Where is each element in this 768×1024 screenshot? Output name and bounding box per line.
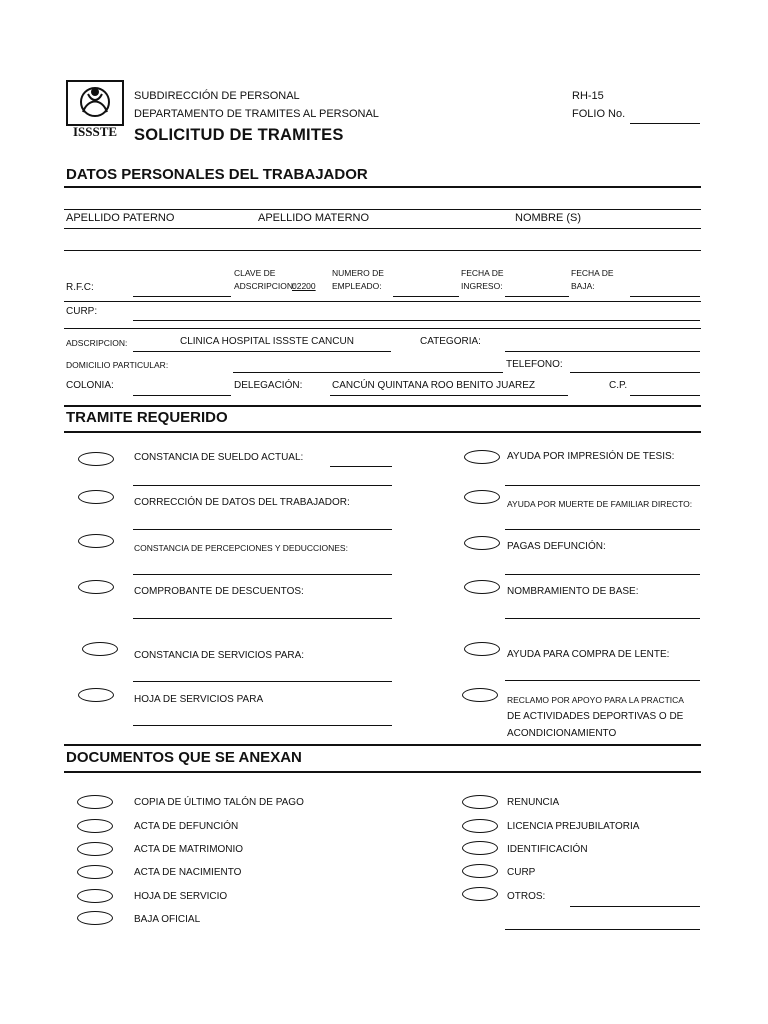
- fecha-baja-label-2: BAJA:: [571, 281, 595, 291]
- otros-field-2[interactable]: [505, 929, 700, 930]
- form-title: SOLICITUD DE TRAMITES: [134, 126, 344, 144]
- otros-field[interactable]: [570, 906, 700, 907]
- tramite-left-field[interactable]: [133, 618, 392, 619]
- datos-section-title: DATOS PERSONALES DEL TRABAJADOR: [66, 166, 368, 183]
- tramite-left-item: CONSTANCIA DE SERVICIOS PARA:: [134, 650, 305, 661]
- documento-right-item: IDENTIFICACIÓN: [507, 844, 588, 855]
- tramite-left-field[interactable]: [133, 725, 392, 726]
- tramite-left-field[interactable]: [133, 529, 392, 530]
- curp-field[interactable]: [133, 320, 700, 321]
- checkbox-oval[interactable]: [462, 819, 498, 833]
- tramite-left-field[interactable]: [133, 681, 392, 682]
- delegacion-value: CANCÚN QUINTANA ROO BENITO JUAREZ: [332, 380, 535, 391]
- documento-left-item: COPIA DE ÚLTIMO TALÓN DE PAGO: [134, 797, 304, 808]
- clave-label-1: CLAVE DE: [234, 268, 276, 278]
- categoria-field[interactable]: [505, 351, 700, 352]
- rfc-field[interactable]: [133, 296, 231, 297]
- telefono-field[interactable]: [570, 372, 700, 373]
- categoria-label: CATEGORIA:: [420, 336, 481, 347]
- fecha-baja-field[interactable]: [630, 296, 700, 297]
- tramite-right-field[interactable]: [505, 485, 700, 486]
- checkbox-oval[interactable]: [78, 688, 114, 702]
- fecha-baja-label-1: FECHA DE: [571, 268, 614, 278]
- tramite-left-item: COMPROBANTE DE DESCUENTOS:: [134, 586, 304, 597]
- tramite-left-item: CORRECCIÓN DE DATOS DEL TRABAJADOR:: [134, 497, 350, 508]
- curp-label: CURP:: [66, 306, 98, 317]
- checkbox-oval[interactable]: [462, 688, 498, 702]
- documento-right-item: OTROS:: [507, 891, 546, 902]
- departamento-label: DEPARTAMENTO DE TRAMITES AL PERSONAL: [134, 108, 379, 120]
- tramite-right-item: NOMBRAMIENTO DE BASE:: [507, 586, 639, 597]
- tramite-left-item: HOJA DE SERVICIOS PARA: [134, 694, 264, 705]
- colonia-field[interactable]: [133, 395, 231, 396]
- checkbox-oval[interactable]: [78, 580, 114, 594]
- logo-wordmark: ISSSTE: [72, 124, 118, 138]
- checkbox-oval[interactable]: [77, 842, 113, 856]
- delegacion-field[interactable]: [330, 395, 568, 396]
- rfc-divider: [64, 301, 701, 302]
- documento-left-item: BAJA OFICIAL: [134, 914, 201, 925]
- apellido-paterno-label: APELLIDO PATERNO: [66, 212, 175, 224]
- numero-label-2: EMPLEADO:: [332, 281, 382, 291]
- documento-right-item: RENUNCIA: [507, 797, 560, 808]
- nombre-label: NOMBRE (S): [515, 212, 581, 224]
- checkbox-oval[interactable]: [77, 889, 113, 903]
- numero-field[interactable]: [393, 296, 459, 297]
- adscripcion-value: CLINICA HOSPITAL ISSSTE CANCUN: [180, 336, 354, 347]
- sueldo-field[interactable]: [330, 466, 392, 467]
- checkbox-oval[interactable]: [464, 536, 500, 550]
- tramite-right-field[interactable]: [505, 680, 700, 681]
- checkbox-oval[interactable]: [462, 887, 498, 901]
- tramite-left-item: CONSTANCIA DE PERCEPCIONES Y DEDUCCIONES:: [134, 543, 348, 553]
- checkbox-oval[interactable]: [462, 795, 498, 809]
- form-code: RH-15: [572, 90, 604, 102]
- documento-left-item: HOJA DE SERVICIO: [134, 891, 228, 902]
- delegacion-label: DELEGACIÓN:: [234, 380, 303, 391]
- documento-right-item: CURP: [507, 867, 536, 878]
- checkbox-oval[interactable]: [464, 450, 500, 464]
- checkbox-oval[interactable]: [77, 865, 113, 879]
- tramite-left-field[interactable]: [133, 574, 392, 575]
- tramite-left-field[interactable]: [133, 485, 392, 486]
- tramite-right-item: AYUDA PARA COMPRA DE LENTE:: [507, 649, 670, 660]
- apellido-materno-label: APELLIDO MATERNO: [258, 212, 370, 224]
- adscripcion-field[interactable]: [133, 351, 391, 352]
- checkbox-oval[interactable]: [78, 490, 114, 504]
- section-divider: [64, 771, 701, 773]
- numero-label-1: NUMERO DE: [332, 268, 384, 278]
- section-divider: [64, 744, 701, 746]
- tramite-right-field[interactable]: [505, 574, 700, 575]
- names-top-line: [64, 209, 701, 210]
- checkbox-oval[interactable]: [78, 534, 114, 548]
- documentos-section-title: DOCUMENTOS QUE SE ANEXAN: [66, 749, 302, 766]
- checkbox-oval[interactable]: [464, 642, 500, 656]
- folio-field[interactable]: [630, 123, 700, 124]
- tramite-right-field[interactable]: [505, 618, 700, 619]
- fecha-ingreso-label-2: INGRESO:: [461, 281, 503, 291]
- tramite-right-item-cont: DE ACTIVIDADES DEPORTIVAS O DE: [507, 711, 684, 722]
- tramite-right-item: AYUDA POR MUERTE DE FAMILIAR DIRECTO:: [507, 499, 693, 509]
- tramite-section-title: TRAMITE REQUERIDO: [66, 409, 228, 426]
- checkbox-oval[interactable]: [462, 864, 498, 878]
- section-divider: [64, 186, 701, 188]
- tramite-right-item: RECLAMO POR APOYO PARA LA PRACTICA: [507, 695, 684, 705]
- documento-left-item: ACTA DE DEFUNCIÓN: [134, 821, 239, 832]
- section-divider: [64, 431, 701, 433]
- checkbox-oval[interactable]: [462, 841, 498, 855]
- checkbox-oval[interactable]: [77, 819, 113, 833]
- telefono-label: TELEFONO:: [506, 359, 563, 370]
- section-divider: [64, 405, 701, 407]
- issste-logo: [66, 80, 124, 138]
- colonia-label: COLONIA:: [66, 380, 114, 391]
- checkbox-oval[interactable]: [464, 490, 500, 504]
- domicilio-label: DOMICILIO PARTICULAR:: [66, 360, 169, 370]
- names-field[interactable]: [64, 250, 701, 251]
- checkbox-oval[interactable]: [82, 642, 118, 656]
- subdireccion-label: SUBDIRECCIÓN DE PERSONAL: [134, 90, 300, 102]
- curp-divider: [64, 328, 701, 329]
- adscripcion-label: ADSCRIPCION:: [66, 338, 128, 348]
- domicilio-field[interactable]: [233, 372, 503, 373]
- documento-right-item: LICENCIA PREJUBILATORIA: [507, 821, 640, 832]
- tramite-right-item: PAGAS DEFUNCIÓN:: [507, 541, 606, 552]
- tramite-right-item-cont: ACONDICIONAMIENTO: [507, 728, 617, 739]
- clave-value: 02200: [292, 281, 316, 291]
- fecha-ingreso-field[interactable]: [505, 296, 569, 297]
- clave-label-2: ADSCRIPCION:: [234, 281, 296, 291]
- checkbox-oval[interactable]: [78, 452, 114, 466]
- checkbox-oval[interactable]: [77, 795, 113, 809]
- rfc-label: R.F.C:: [66, 282, 94, 293]
- documento-left-item: ACTA DE NACIMIENTO: [134, 867, 242, 878]
- checkbox-oval[interactable]: [77, 911, 113, 925]
- tramite-right-item: AYUDA POR IMPRESIÓN DE TESIS:: [507, 451, 675, 462]
- names-mid-line: [64, 228, 701, 229]
- cp-field[interactable]: [630, 395, 700, 396]
- folio-label: FOLIO No.: [572, 108, 626, 120]
- tramite-right-field[interactable]: [505, 529, 700, 530]
- fecha-ingreso-label-1: FECHA DE: [461, 268, 504, 278]
- documento-left-item: ACTA DE MATRIMONIO: [134, 844, 244, 855]
- checkbox-oval[interactable]: [464, 580, 500, 594]
- tramite-left-item: CONSTANCIA DE SUELDO ACTUAL:: [134, 452, 304, 463]
- cp-label: C.P.: [609, 380, 628, 391]
